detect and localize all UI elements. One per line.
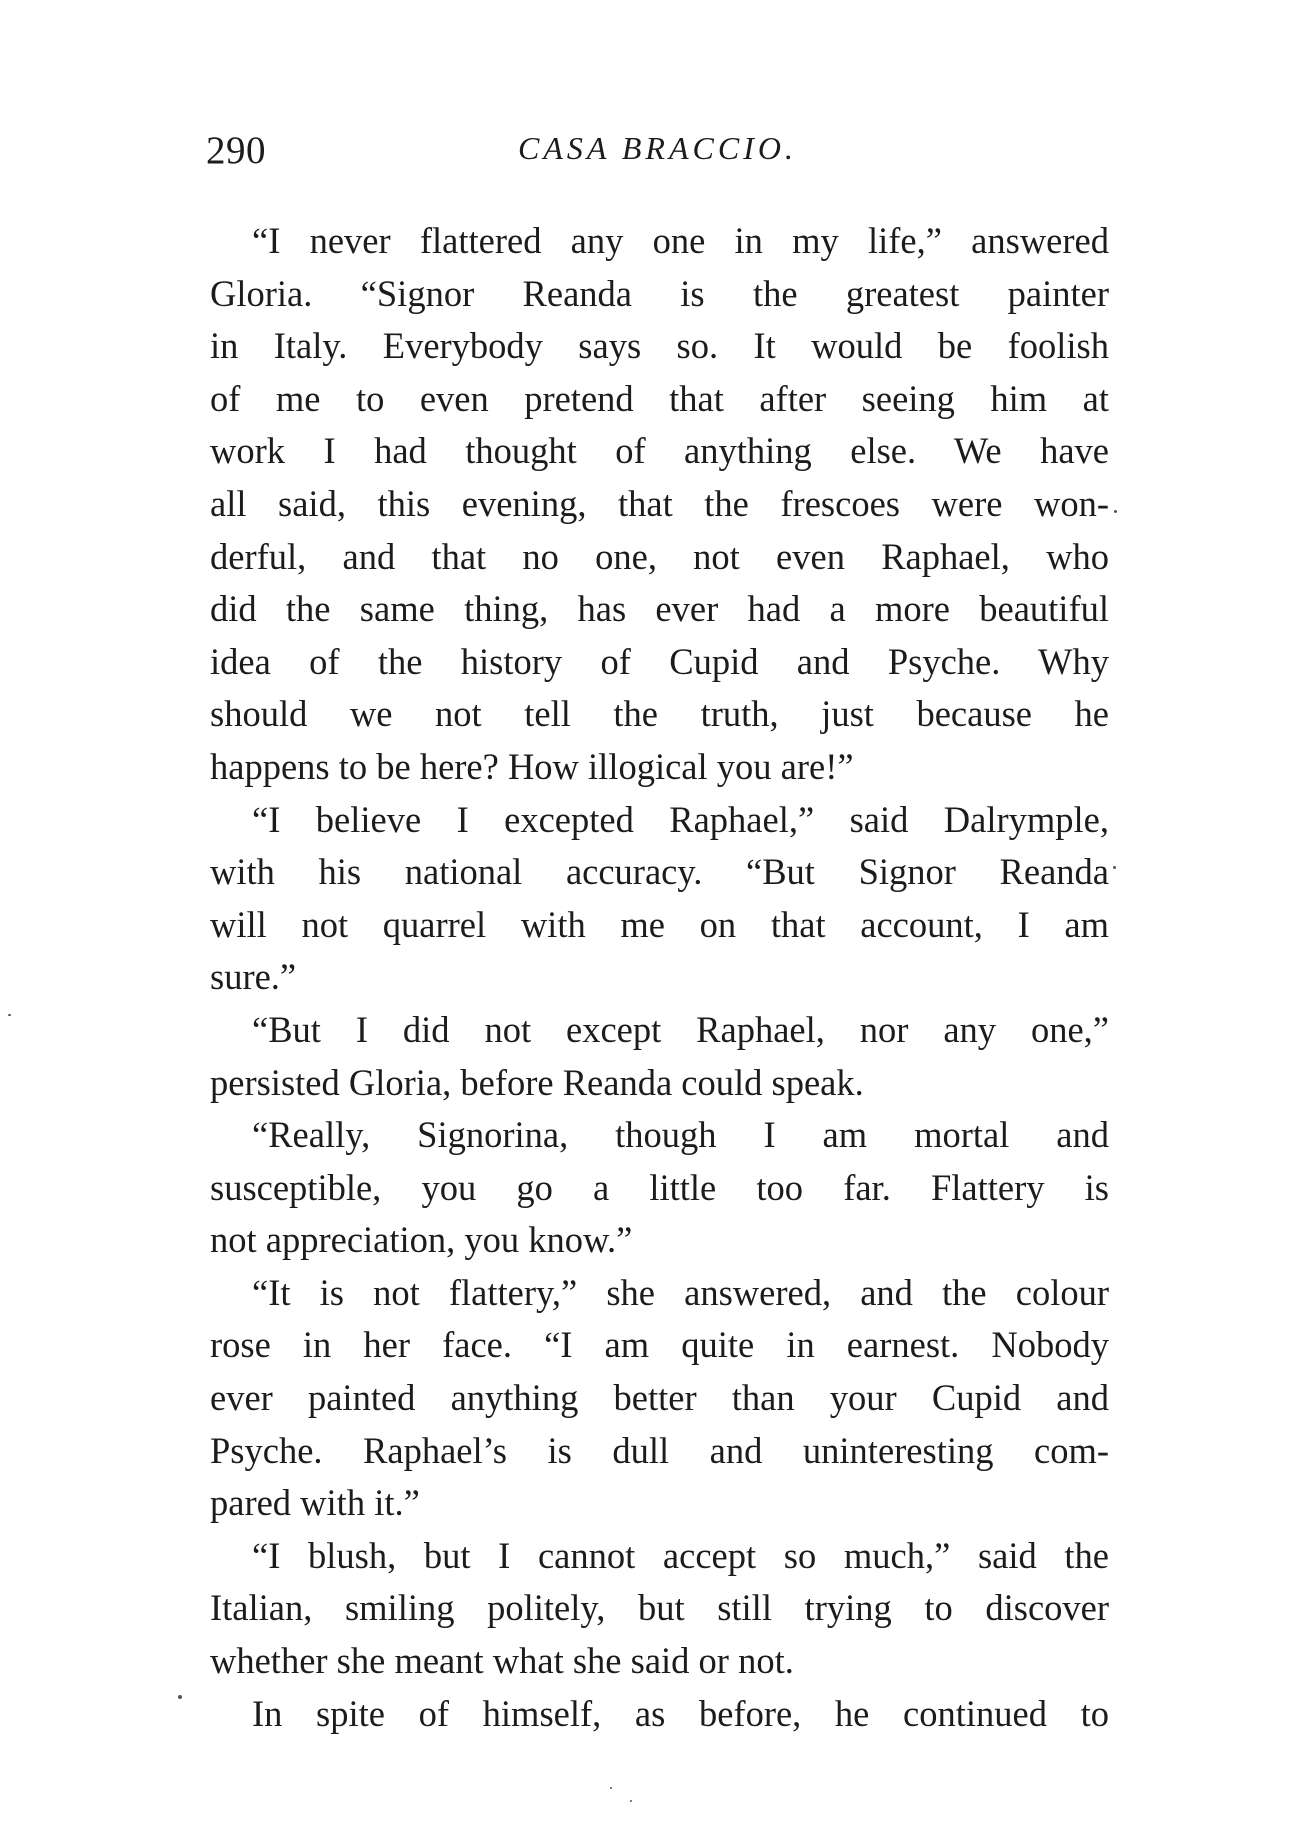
text-line: “But I did not except Raphael, nor any one,” [252, 1008, 1109, 1050]
body-text [210, 215, 1109, 1740]
text-line: pared with it.” [210, 1482, 420, 1524]
text-line: work I had thought of anything else. We have [210, 430, 1109, 472]
text-line: should we not tell the truth, just because he [210, 693, 1109, 735]
text-line: did the same thing, has ever had a more beautiful [210, 588, 1109, 630]
text-line: susceptible, you go a little too far. Flattery is [210, 1166, 1109, 1208]
text-line: ever painted anything better than your Cupid and [210, 1377, 1109, 1419]
text-line: idea of the history of Cupid and Psyche. Why [210, 640, 1109, 682]
scan-speck [610, 1787, 612, 1789]
text-line: “I blush, but I cannot accept so much,” said the [252, 1534, 1109, 1576]
page-header [206, 128, 1109, 178]
text-line: persisted Gloria, before Reanda could speak. [210, 1061, 864, 1103]
text-line: will not quarrel with me on that account, I am [210, 903, 1109, 945]
text-line: rose in her face. “I am quite in earnest. Nobody [210, 1324, 1109, 1366]
text-line: with his national accuracy. “But Signor Reanda [210, 851, 1109, 893]
text-line: “Really, Signorina, though I am mortal and [252, 1114, 1109, 1156]
text-line: “I never flattered any one in my life,” answered [252, 220, 1109, 261]
text-line: Gloria. “Signor Reanda is the greatest painter [210, 272, 1109, 314]
text-line: whether she meant what she said or not. [210, 1640, 794, 1682]
text-line: “It is not flattery,” she answered, and the colour [252, 1271, 1109, 1313]
text-line: Psyche. Raphael’s is dull and uninteresting com- [210, 1429, 1109, 1471]
scan-speck [630, 1800, 632, 1802]
text-line: In spite of himself, as before, he continued to [252, 1692, 1109, 1734]
running-title: CASA BRACCIO. [518, 130, 797, 166]
scan-speck [8, 1014, 11, 1016]
scan-speck [1114, 510, 1117, 513]
page-number: 290 [206, 129, 266, 172]
text-line: “I believe I excepted Raphael,” said Dalrymple, [252, 798, 1109, 840]
text-line: sure.” [210, 956, 297, 998]
text-line: all said, this evening, that the frescoes were won- [210, 482, 1109, 524]
scan-speck [1113, 866, 1116, 869]
text-line: Italian, smiling politely, but still trying to discover [210, 1587, 1109, 1629]
text-line: happens to be here? How illogical you are!” [210, 745, 854, 787]
scan-speck [178, 1695, 182, 1699]
text-line: in Italy. Everybody says so. It would be foolish [210, 325, 1109, 367]
text-line: derful, and that no one, not even Raphael, who [210, 535, 1109, 577]
text-line: of me to even pretend that after seeing him at [210, 377, 1109, 419]
text-line: not appreciation, you know.” [210, 1219, 633, 1261]
